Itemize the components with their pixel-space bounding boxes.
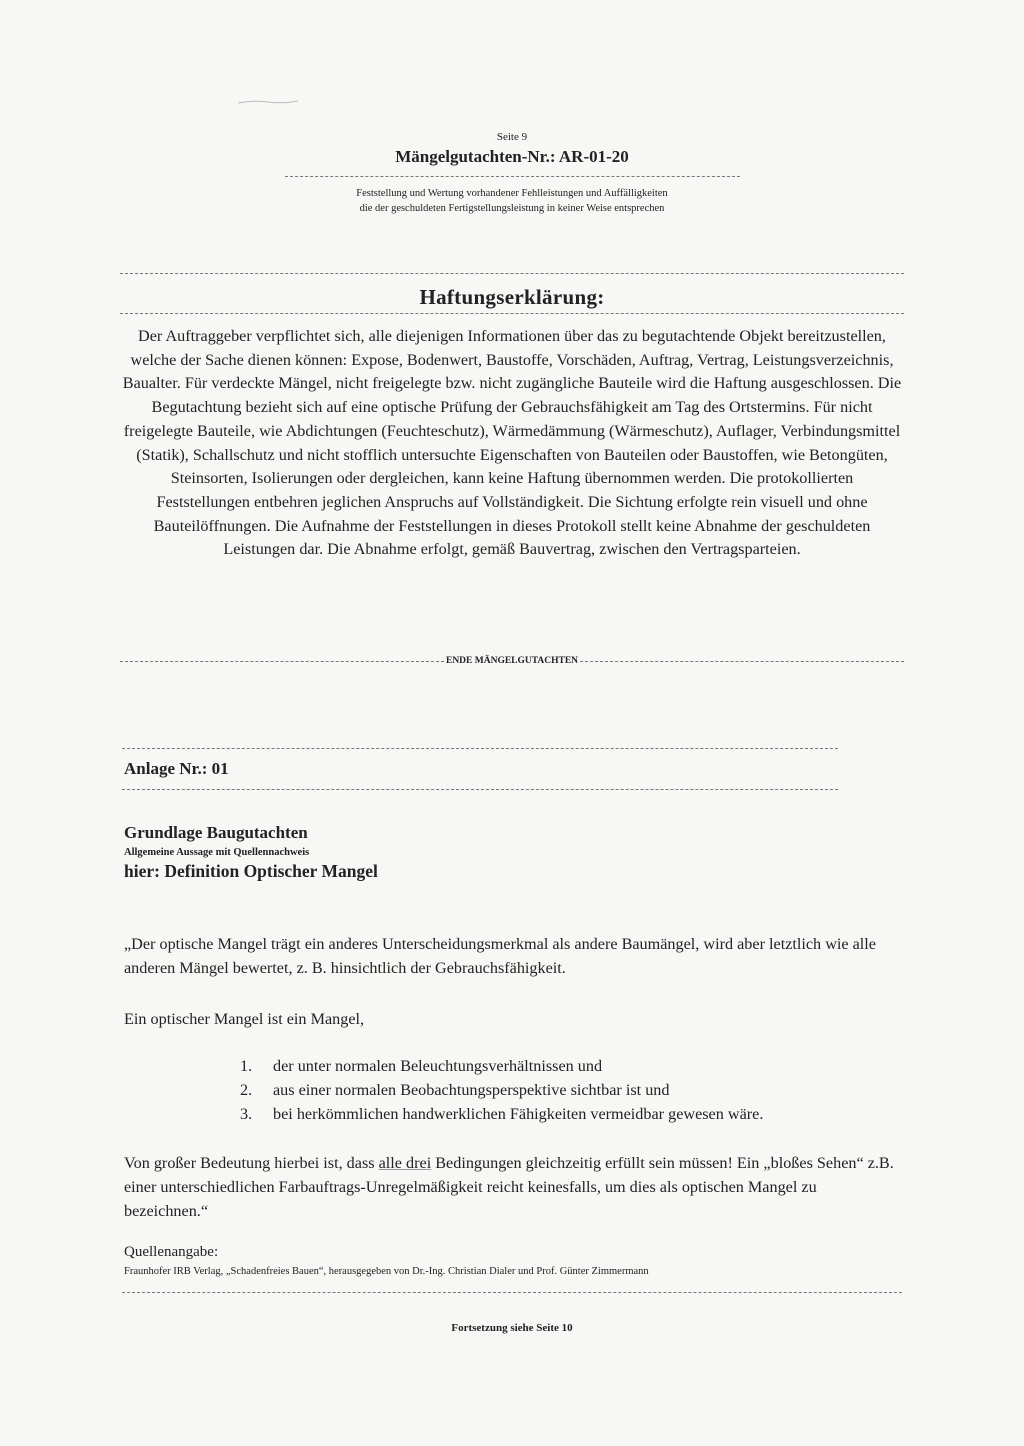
quote-paragraph-2: Ein optischer Mangel ist ein Mangel, (124, 1010, 365, 1028)
list-item (240, 1078, 920, 1102)
divider (122, 789, 838, 790)
subtitle-line-2: die der geschuldeten Fertigstellungsleistung in keiner Weise entsprechen (359, 203, 665, 214)
end-marker-label: ENDE MÄNGELGUTACHTEN (445, 656, 579, 666)
divider (122, 1292, 902, 1293)
divider (120, 313, 904, 314)
list-item-text: aus einer normalen Beobachtungsperspektive sichtbar ist und (273, 1081, 670, 1099)
page-number: Seite 9 (496, 131, 528, 143)
annex-subheading: Allgemeine Aussage mit Quellennachweis (124, 847, 310, 858)
source-text: Fraunhofer IRB Verlag, „Schadenfreies Bauen“, herausgegeben von Dr.-Ing. Christian Dialer und Prof. Günter Zimmermann (124, 1266, 649, 1277)
subtitle-line-1: Feststellung und Wertung vorhandener Fehlleistungen und Auffälligkeiten (356, 188, 668, 199)
liability-text: Der Auftraggeber verpflichtet sich, alle diejenigen Informationen über das zu begutachtende Objekt bereitzustellen, welche der Sache dienen können: Expose, Bodenwert, Baustoffe, Vorschäden, Auftrag, Vertrag, Leistungsverzeichnis, Baualter. Für verdeckte Mängel, nicht freigelegte bzw. nicht zugängliche Bauteile wird die Haftung ausgeschlossen. Die Begutachtung bezieht sich auf eine optische Prüfung der Gebrauchsfähigkeit am Tag des Ortstermins. Für nicht freigelegte Bauteile, wie Abdichtungen (Feuchteschutz), Wärmedämmung (Wärmeschutz), Auflager, Verbindungsmittel (Statik), Schallschutz und nicht stofflich untersuchte Eigenschaften von Bauteilen oder Baustoffen, wie Betongüten, Steinsorten, Isolierungen oder dergleichen, kann keine Haftung übernommen werden. Die protokollierten Feststellungen entbehren jeglichen Anspruchs auf Vollständigkeit. Die Sichtung erfolgte rein visuell und ohne Bauteilöffnungen. Die Aufnahme der Feststellungen in dieses Protokoll stellt keine Abnahme der geschuldeten Leistungen dar. Die Abnahme erfolgt, gemäß Bauvertrag, zwischen den Vertragsparteien. (122, 327, 902, 559)
annex-label: Anlage Nr.: 01 (124, 759, 229, 778)
liability-title: Haftungserklärung: (419, 285, 605, 309)
source-label: Quellenangabe: (124, 1244, 219, 1260)
document-title: Mängelgutachten-Nr.: AR-01-20 (395, 147, 629, 166)
divider (122, 748, 838, 749)
end-marker-line-left (120, 661, 444, 662)
list-item (240, 1054, 920, 1078)
list-item-number: 2. (240, 1081, 253, 1099)
list-item-text: bei herkömmlichen handwerklichen Fähigkeiten vermeidbar gewesen wäre. (273, 1105, 764, 1123)
quote-paragraph-1: „Der optische Mangel trägt ein anderes Unterscheidungsmerkmal als andere Baumängel, wird aber letztlich wie alle anderen Mängel bewertet, z. B. hinsichtlich der Gebrauchsfähigkeit. (124, 935, 876, 977)
document-subtitle (0, 186, 1024, 216)
annex-topic: hier: Definition Optischer Mangel (124, 861, 378, 881)
list-item-text: der unter normalen Beleuchtungsverhältnissen und (273, 1057, 603, 1075)
list-item (240, 1102, 920, 1126)
scan-smudge (238, 100, 298, 104)
divider (120, 273, 904, 274)
divider (285, 176, 740, 177)
quote-text-before: Von großer Bedeutung hierbei ist, dass (124, 1154, 379, 1172)
quote-text-after: Bedingungen gleichzeitig erfüllt sein müssen! Ein „bloßes Sehen“ z.B. einer unterschiedlichen Farbauftrags-Unregelmäßigkeit reicht keinesfalls, um dies als optischen Mangel zu bezeichnen.“ (124, 1154, 894, 1220)
conditions-list (240, 1054, 920, 1126)
quote-emphasis: alle drei (378, 1154, 432, 1172)
quote-paragraph-3 (124, 1151, 904, 1223)
list-item-number: 1. (240, 1057, 253, 1075)
end-marker (120, 652, 904, 670)
list-item-number: 3. (240, 1105, 253, 1123)
annex-heading: Grundlage Baugutachten (124, 823, 308, 842)
end-marker-line-right (580, 661, 904, 662)
continuation-note: Fortsetzung siehe Seite 10 (451, 1322, 573, 1334)
